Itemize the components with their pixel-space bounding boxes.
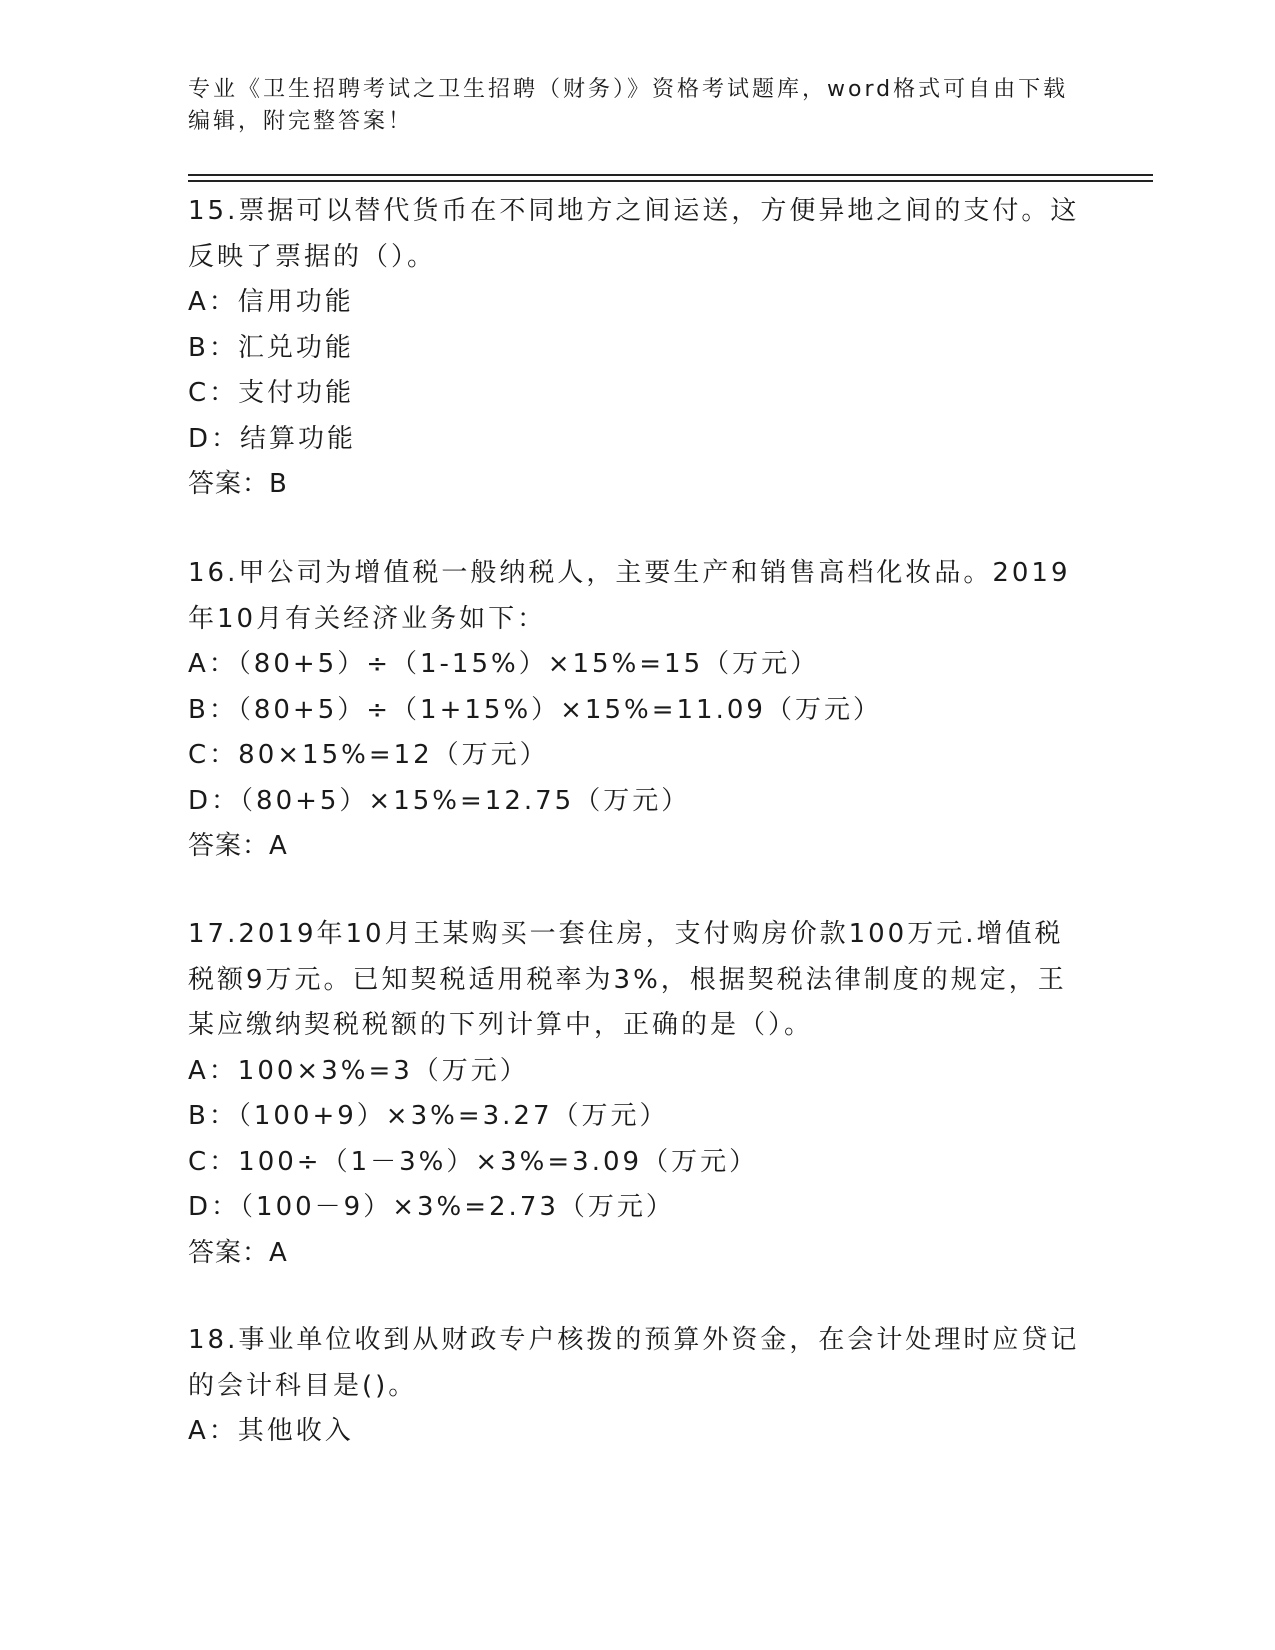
question-stem: 17.2019年10月王某购买一套住房，支付购房价款100万元.增值税税额9万元。已知契税适用税率为3%，根据契税法律制度的规定，王某应缴纳契税税额的下列计算中，正确的是（）。 [188, 919, 1067, 1040]
option-d: D：（80+5）×15%=12.75（万元） [188, 785, 691, 816]
option-d: D：结算功能 [188, 423, 357, 454]
option-d: D：（100－9）×3%=2.73（万元） [188, 1192, 675, 1222]
question-18 [188, 1318, 1088, 1455]
question-17 [188, 912, 1088, 1276]
question-stem: 15.票据可以替代货币在不同地方之间运送，方便异地之间的支付。这反映了票据的（）。 [188, 196, 1080, 272]
question-stem: 16.甲公司为增值税一般纳税人，主要生产和销售高档化妆品。2019年10月有关经济业务如下： [188, 558, 1071, 634]
option-a: A：（80+5）÷（1-15%）×15%=15（万元） [188, 649, 820, 679]
option-a: A：100×3%=3（万元） [188, 1055, 529, 1086]
option-b: B：（80+5）÷（1+15%）×15%=11.09（万元） [188, 694, 882, 725]
header-divider-top [188, 174, 1153, 176]
option-c: C：支付功能 [188, 378, 355, 408]
option-a: A：信用功能 [188, 287, 354, 317]
option-a: A：其他收入 [188, 1416, 354, 1446]
document-header [188, 74, 1088, 138]
option-c: C：100÷（1－3%）×3%=3.09（万元） [188, 1146, 759, 1177]
header-intro-text: 专业《卫生招聘考试之卫生招聘（财务）》资格考试题库，word格式可自由下载编辑，附完整答案！ [188, 77, 1069, 134]
question-16 [188, 551, 1088, 870]
answer-line: 答案：A [188, 831, 288, 861]
question-stem: 18.事业单位收到从财政专户核拨的预算外资金，在会计处理时应贷记的会计科目是()。 [188, 1325, 1080, 1401]
option-b: B：（100+9）×3%=3.27（万元） [188, 1101, 669, 1131]
option-b: B：汇兑功能 [188, 332, 354, 363]
question-15 [188, 189, 1088, 508]
header-divider-bottom [188, 180, 1153, 182]
answer-line: 答案：A [188, 1237, 288, 1268]
answer-line: 答案：B [188, 469, 288, 499]
option-c: C：80×15%=12（万元） [188, 740, 549, 770]
